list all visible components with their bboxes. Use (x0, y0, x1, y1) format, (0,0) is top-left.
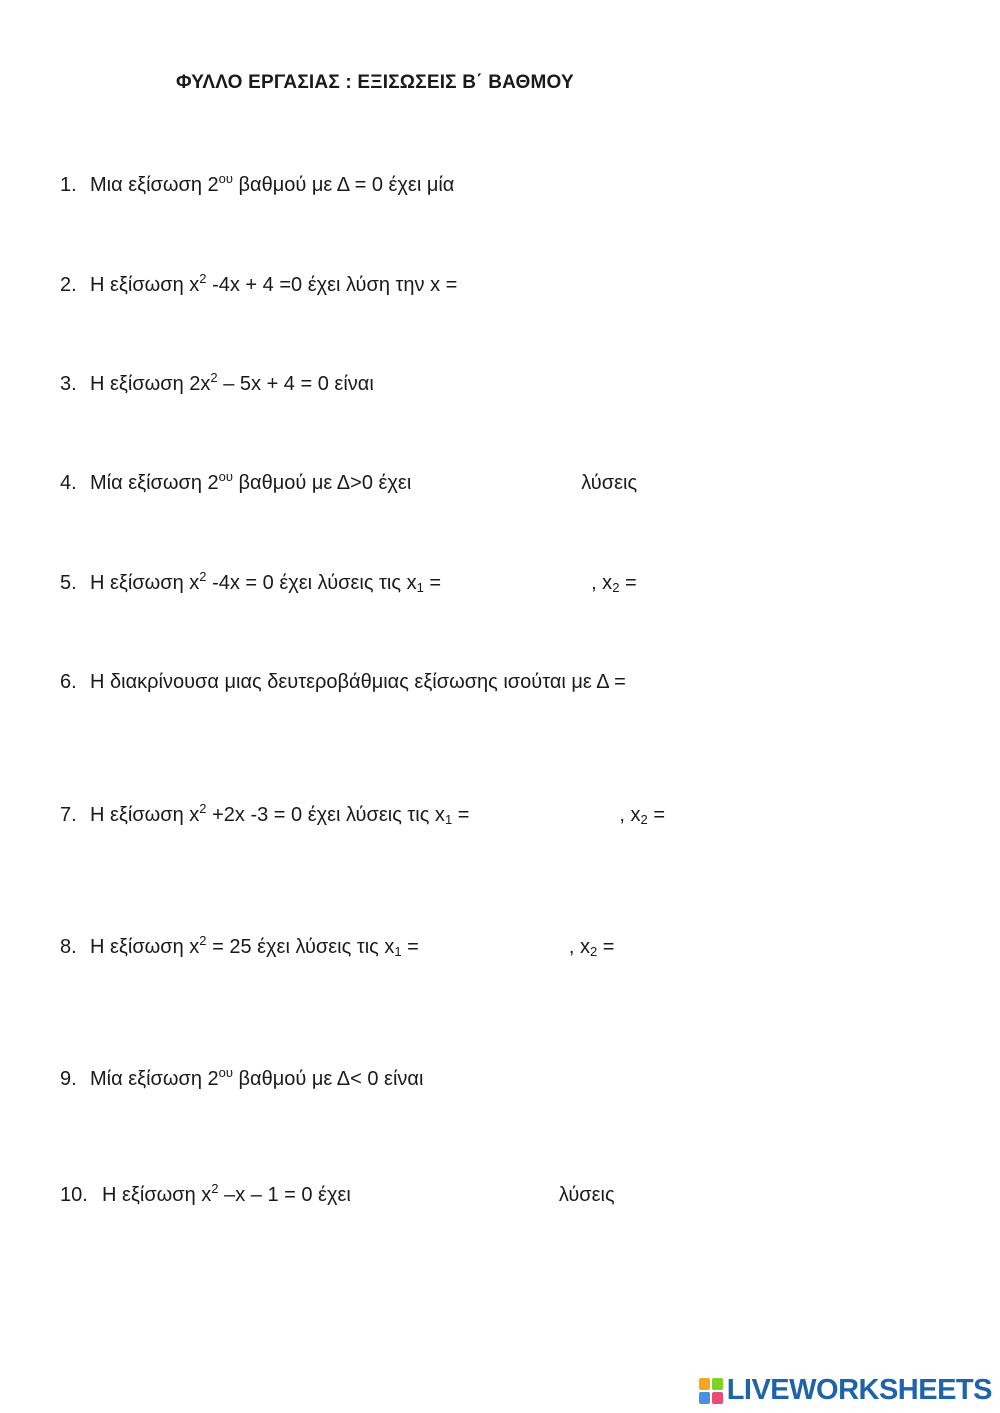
question-1: 1. Μια εξίσωση $2^{o\upsilon}$ βαθμού με Δ = 0 έχει μία (60, 171, 644, 199)
liveworksheets-logo (699, 1374, 992, 1407)
question-7: 7. Η εξίσωση $x^2 +2x$ -3 = 0 έχει λύσεις τις $x_1$ = , $x_2$ = (60, 801, 795, 829)
question-9: 9. Μία εξίσωση $2^{o\upsilon}$ βαθμού με Δ< 0 είναι (60, 1065, 633, 1093)
answer-input-6[interactable] (631, 670, 835, 696)
question-10: 10. Η εξίσωση $x^2$ –x – 1 = 0 έχει λύσεις (60, 1181, 615, 1209)
answer-input-10[interactable] (351, 1183, 559, 1209)
answer-input-7a[interactable] (469, 803, 619, 829)
answer-input-3[interactable] (379, 372, 583, 398)
answer-input-7b[interactable] (671, 803, 795, 829)
answer-input-1[interactable] (460, 173, 644, 199)
logo-text: LIVEWORKSHEETS (726, 1374, 992, 1406)
answer-input-5b[interactable] (642, 571, 766, 597)
answer-input-8b[interactable] (620, 935, 744, 961)
question-2: 2. Η εξίσωση $x^2$ -4x + 4 =0 έχει λύση την x = (60, 271, 627, 299)
answer-input-9[interactable] (429, 1067, 633, 1093)
page-title: ΦΥΛΛΟ ΕΡΓΑΣΙΑΣ : ΕΞΙΣΩΣΕΙΣ Β΄ ΒΑΘΜΟΥ (176, 72, 574, 93)
question-6: 6. Η διακρίνουσα μιας δευτεροβάθμιας εξίσωσης ισούται με Δ = (60, 668, 835, 696)
question-8: 8. Η εξίσωση $x^2 = 25$ έχει λύσεις τις $x_1$ = , $x_2$ = (60, 933, 744, 961)
liveworksheets-logo-icon (699, 1378, 723, 1404)
answer-input-5a[interactable] (441, 571, 591, 597)
question-4: 4. Μία εξίσωση $2^{o\upsilon}$ βαθμού με Δ>0 έχει λύσεις (60, 469, 637, 497)
question-5: 5. Η εξίσωση $x^2$ -4x = 0 έχει λύσεις τις $x_1$ = , $x_2$ = (60, 569, 766, 597)
answer-input-8a[interactable] (419, 935, 569, 961)
answer-input-2[interactable] (463, 273, 627, 299)
answer-input-4[interactable] (411, 471, 581, 497)
question-3: 3. Η εξίσωση $2x^2 - 5x + 4 = 0$ είναι (60, 370, 583, 398)
